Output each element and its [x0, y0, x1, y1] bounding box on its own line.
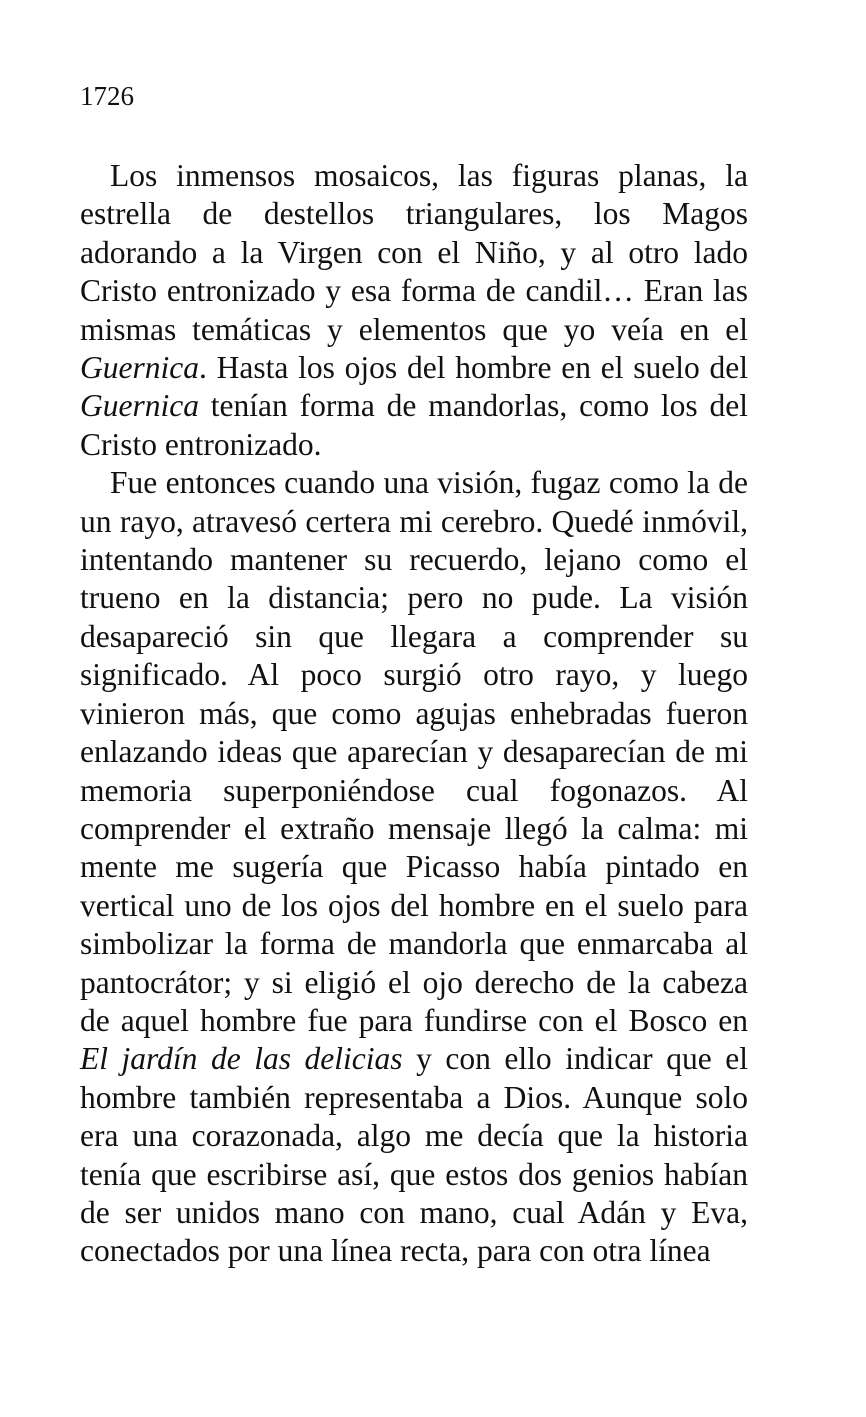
text-run: Fue entonces cuando una visión, fugaz como la de un rayo, atravesó certera mi cerebro. Quedé inmóvil, intentando mantener su recuerdo, lejano como el trueno en la distancia; pero no pude. La visión desapareció sin que llegara a comprender su significado. Al poco surgió otro rayo, y luego vinieron más, que como agujas enhebradas fueron enlazando ideas que aparecían y desaparecían de mi memoria superponiéndose cual fogonazos. Al comprender el extraño mensaje llegó la calma: mi mente me sugería que Picasso había pintado en vertical uno de los ojos del hombre en el suelo para simbolizar la forma de mandorla que enmarcaba al pantocrátor; y si eligió el ojo derecho de la cabeza de aquel hombre fue para fundirse con el Bosco en	[80, 465, 748, 1038]
italic-title-jardin-delicias: El jardín de las delicias	[80, 1041, 403, 1077]
text-run: Los inmensos mosaicos, las figuras planas, la estrella de destellos triangulares, los Magos adorando a la Virgen con el Niño, y al otro lado Cristo entronizado y esa forma de candil… Eran las mismas temáticas y elementos que yo veía en el	[80, 158, 748, 347]
italic-title-guernica: Guernica	[80, 388, 199, 424]
paragraph-1	[80, 157, 748, 464]
page-number: 1726	[80, 81, 134, 111]
paragraph-2	[80, 464, 748, 1271]
italic-title-guernica: Guernica	[80, 350, 199, 386]
body-text	[80, 157, 748, 1271]
text-run: y con ello indicar que el hombre también representaba a Dios. Aunque solo era una corazonada, algo me decía que la historia tenía que escribirse así, que estos dos genios habían de ser unidos mano con mano, cual Adán y Eva, conectados por una línea recta, para con otra línea	[80, 1041, 748, 1269]
text-run: tenían forma de mandorlas, como los del Cristo entronizado.	[80, 388, 748, 462]
text-run: . Hasta los ojos del hombre en el suelo del	[198, 350, 748, 386]
